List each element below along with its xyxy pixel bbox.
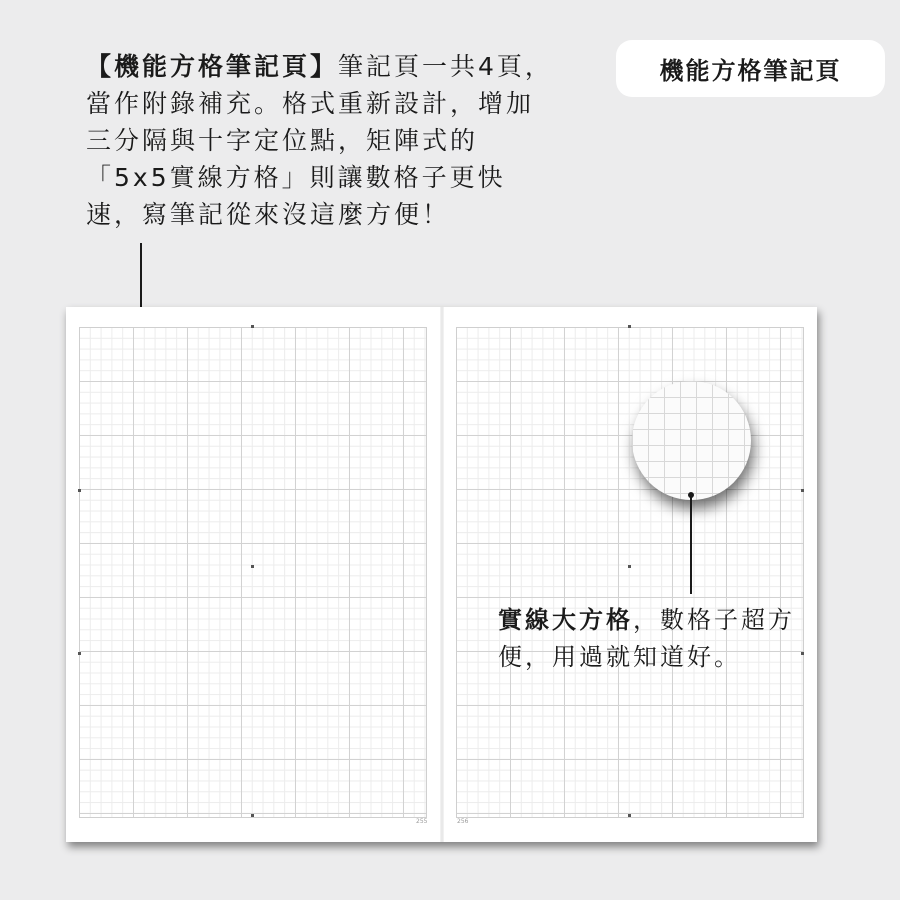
cross-mark: [78, 652, 81, 655]
feature-description: [86, 48, 556, 233]
feature-title: 【機能方格筆記頁】: [86, 52, 339, 81]
feature-body: 筆記頁一共4頁，當作附錄補充。格式重新設計，增加三分隔與十字定位點，矩陣式的「5x5實線方格」則讓數格子更快速，寫筆記從來沒這麼方便！: [86, 52, 553, 229]
cross-mark: [78, 489, 81, 492]
magnifier-leader-line: [690, 496, 692, 594]
right-grid-page: [456, 327, 804, 818]
cross-mark: [251, 814, 254, 817]
cross-mark: [251, 325, 254, 328]
cross-mark: [251, 565, 254, 568]
callout-highlight: 實線大方格: [498, 606, 633, 634]
cross-mark: [628, 814, 631, 817]
spread-fold: [440, 307, 444, 842]
callout-text: [498, 602, 818, 676]
left-page-number: 255: [416, 818, 428, 825]
cross-mark: [801, 489, 804, 492]
grid-magnifier-circle: [632, 381, 751, 500]
cross-mark: [628, 325, 631, 328]
right-page-number: 256: [457, 818, 469, 825]
cross-mark: [628, 565, 631, 568]
callout-rest: ，數格子超方便，用過就知道好。: [498, 606, 795, 671]
section-badge: 機能方格筆記頁: [616, 40, 885, 97]
left-grid-page: [79, 327, 427, 818]
